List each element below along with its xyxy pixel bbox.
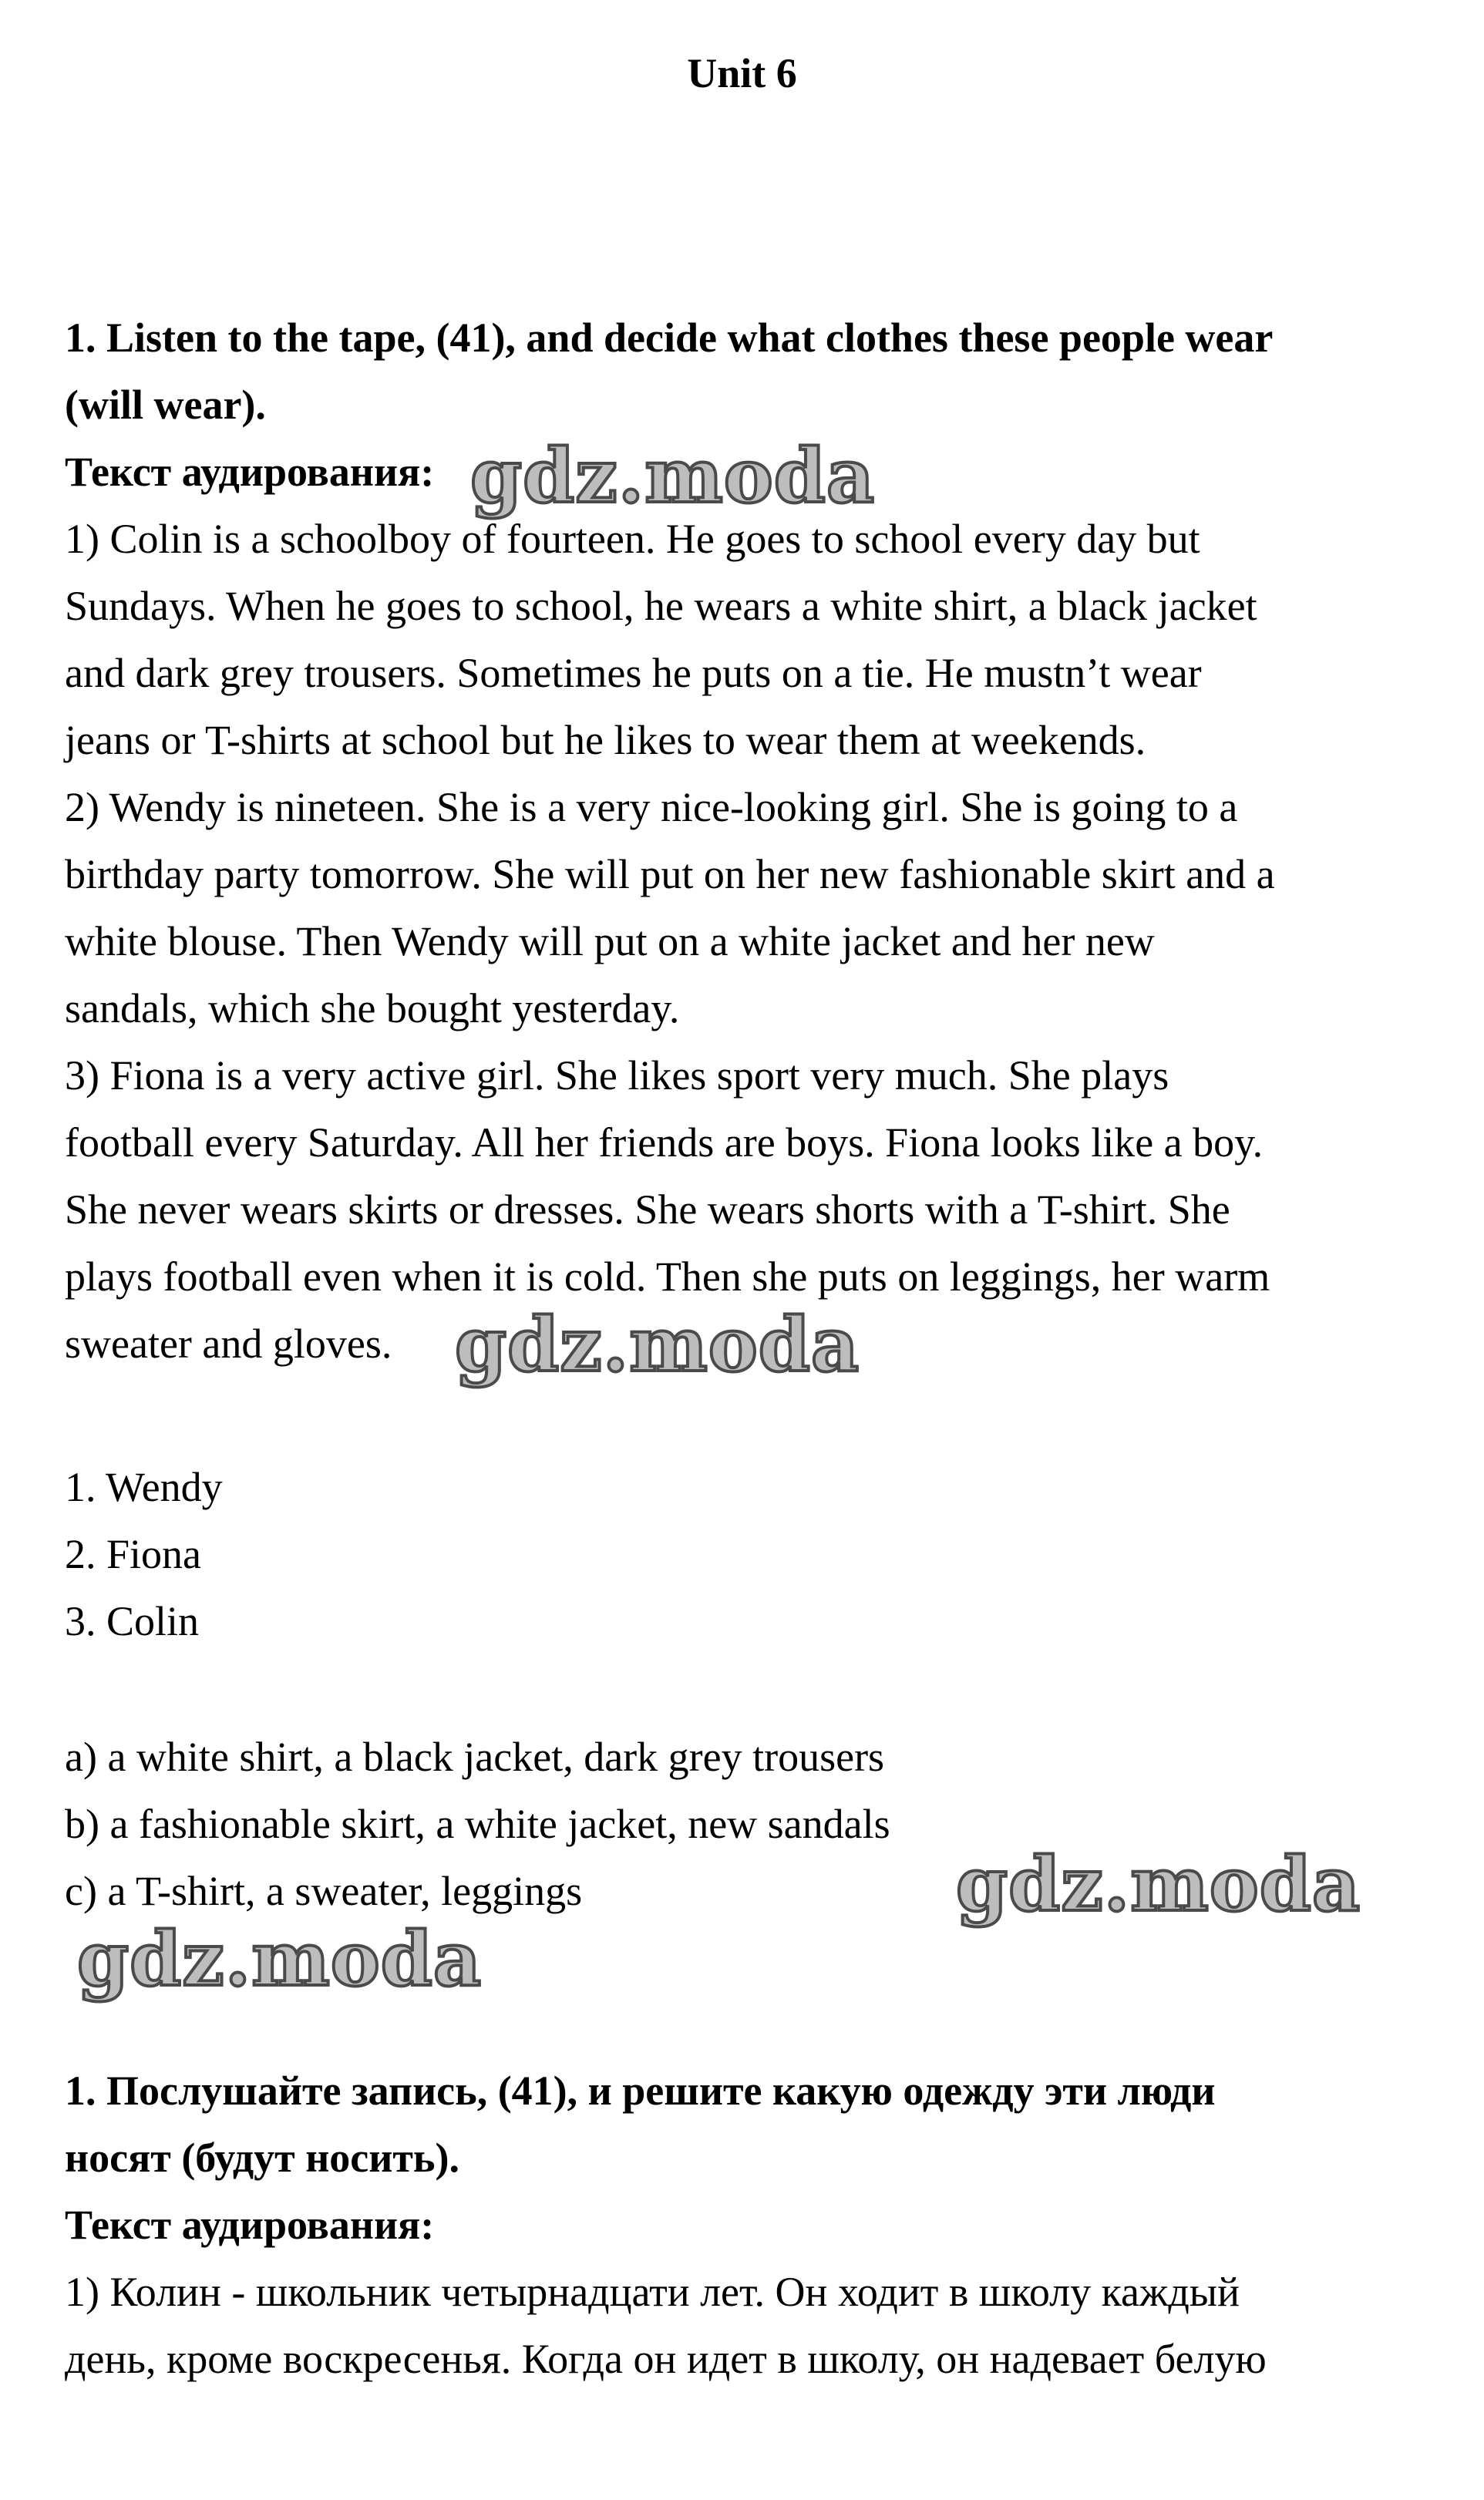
transcript-line: 2) Wendy is nineteen. She is a very nice-looking girl. She is going to a [65, 784, 1238, 830]
transcript-line: jeans or T-shirts at school but he likes to wear them at weekends. [65, 717, 1146, 763]
transcript-line: день, кроме воскресенья. Когда он идет в школу, он надевает белую [65, 2336, 1267, 2382]
transcript-line: birthday party tomorrow. She will put on her new fashionable skirt and a [65, 851, 1275, 897]
watermark-logo: gdz.moda [956, 1841, 1361, 1928]
transcript-line: sandals, which she bought yesterday. [65, 985, 680, 1031]
task-title-line-1: 1. Послушайте запись, (41), и решите какую одежду эти люди [65, 2068, 1216, 2114]
watermark-logo: gdz.moda [470, 432, 876, 520]
task-title-line-2: носят (будут носить). [65, 2135, 459, 2181]
list-item: c) a T-shirt, a sweater, leggings [65, 1868, 583, 1914]
people-list [65, 1454, 1391, 1655]
list-item: a) a white shirt, a black jacket, dark grey trousers [65, 1734, 885, 1780]
transcript-line: plays football even when it is cold. Then she puts on leggings, her warm [65, 1253, 1270, 1300]
watermark-logo: gdz.moda [77, 1916, 483, 2003]
transcript-line: sweater and gloves. [65, 1321, 392, 1367]
unit-title: Unit 6 [687, 50, 797, 96]
list-item: 1. Wendy [65, 1464, 223, 1510]
transcript-label: Текст аудирования: [65, 2202, 435, 2248]
transcript-line: football every Saturday. All her friends are boys. Fiona looks like a boy. [65, 1119, 1264, 1166]
transcript-line: She never wears skirts or dresses. She wears shorts with a T-shirt. She [65, 1186, 1230, 1233]
task-title-line-2: (will wear). [65, 382, 266, 428]
transcript-line: 3) Fiona is a very active girl. She likes sport very much. She plays [65, 1052, 1169, 1099]
list-item: b) a fashionable skirt, a white jacket, new sandals [65, 1801, 890, 1847]
list-item: 2. Fiona [65, 1531, 202, 1577]
transcript-line: Sundays. When he goes to school, he wears a white shirt, a black jacket [65, 583, 1257, 629]
transcript-line: 1) Колин - школьник четырнадцати лет. Он ходит в школу каждый [65, 2269, 1240, 2315]
transcript-line: 1) Colin is a schoolboy of fourteen. He goes to school every day but [65, 516, 1200, 562]
russian-task-section [65, 2058, 1391, 2393]
list-item: 3. Colin [65, 1598, 200, 1644]
transcript-line: and dark grey trousers. Sometimes he puts on a tie. He mustn’t wear [65, 650, 1202, 696]
transcript-label: Текст аудирования: [65, 449, 435, 495]
watermark-logo: gdz.moda [455, 1301, 860, 1388]
transcript-line: white blouse. Then Wendy will put on a white jacket and her new [65, 918, 1155, 964]
task-title-line-1: 1. Listen to the tape, (41), and decide what clothes these people wear [65, 315, 1274, 361]
